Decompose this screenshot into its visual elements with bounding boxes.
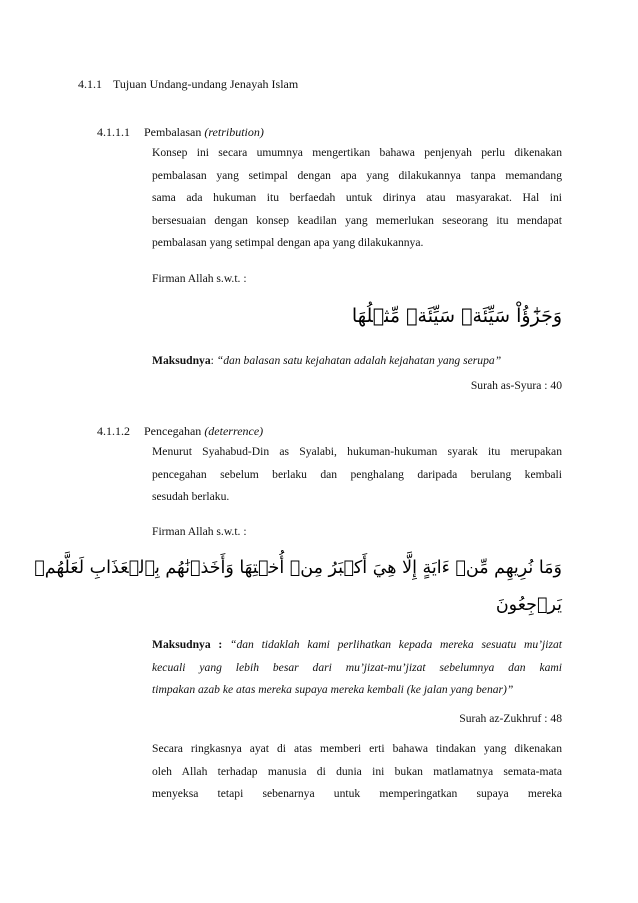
paragraph-line: oleh Allah terhadap manusia di dunia ini bukan matlamatnya semata-mata [152, 764, 562, 778]
subsection-number: 4.1.1.1 [97, 125, 130, 139]
firman-label: Firman Allah s.w.t. : [152, 525, 247, 538]
subsection-heading-retribution [97, 125, 264, 139]
maksud-line [152, 354, 501, 368]
arabic-verse: وَجَزَٰٓؤُاْ سَيِّئَةٖ سَيِّئَةٞ مِّثۡلُهَا [351, 305, 562, 327]
firman-label: Firman Allah s.w.t. : [152, 272, 247, 285]
arabic-verse-line: يَرۡجِعُونَ [495, 595, 562, 615]
summary-paragraph [152, 738, 562, 806]
paragraph-line: Menurut Syahabud-Din as Syalabi, hukuman-hukuman syarak itu merupakan [152, 445, 562, 458]
arabic-verse-line: وَمَا نُرِيهِم مِّنۡ ءَايَةٍ إِلَّا هِيَ أَكۡبَرُ مِنۡ أُخۡتِهَا وَأَخَذۡنَٰهُم بِٱلۡعَذَابِ لَعَلَّهُمۡ [34, 558, 562, 578]
paragraph-line: bersesuaian dengan konsep keadilan yang memerlukan seseorang itu mendapat [152, 213, 562, 227]
subsection-title: Pencegahan [144, 424, 202, 438]
maksud-block [152, 634, 562, 702]
maksud-line: kecuali yang lebih besar dari mu’jizat-mu’jizat sebelumnya dan kami [152, 660, 562, 674]
maksud-line [152, 634, 562, 657]
surah-reference: Surah az-Zukhruf : 48 [459, 712, 562, 725]
maksud-label: Maksudnya [152, 354, 211, 367]
paragraph-line: Konsep ini secara umumnya mengertikan bahawa penjenyah perlu dikenakan [152, 146, 562, 159]
maksud-colon: : [210, 354, 214, 367]
retribution-paragraph [152, 142, 562, 255]
paragraph-line: Secara ringkasnya ayat di atas memberi erti bahawa tindakan yang dikenakan [152, 742, 562, 755]
maksud-line: timpakan azab ke atas mereka supaya mereka kembali (ke jalan yang benar)” [152, 683, 514, 697]
maksud-text: “dan balasan satu kejahatan adalah kejahatan yang serupa” [216, 354, 502, 367]
section-title: Tujuan Undang-undang Jenayah Islam [113, 77, 299, 91]
paragraph-line: menyeksa tetapi sebenarnya untuk memperingatkan supaya mereka [152, 787, 562, 801]
paragraph-line: pembalasan yang setimpal dengan apa yang dilakukannya tanpa memandang [152, 168, 562, 182]
paragraph-line: sesudah berlaku. [152, 490, 230, 504]
subsection-heading-deterrence [97, 424, 263, 438]
subsection-term: (deterrence) [204, 424, 264, 438]
subsection-title: Pembalasan [144, 125, 202, 139]
subsection-number: 4.1.1.2 [97, 424, 130, 438]
subsection-term: (retribution) [204, 125, 264, 139]
surah-reference: Surah as-Syura : 40 [470, 379, 562, 392]
paragraph-line: sama ada hukuman itu berfaedah untuk dirinya atau masyarakat. Hal ini [152, 191, 562, 205]
maksud-text: “dan tidaklah kami perlihatkan kepada mereka sesuatu mu’jizat [230, 638, 562, 651]
section-heading [78, 77, 298, 91]
deterrence-paragraph [152, 441, 562, 509]
section-number: 4.1.1 [78, 77, 102, 91]
maksud-label: Maksudnya : [152, 638, 223, 651]
paragraph-line: pencegahan sebelum berlaku dan penghalang daripada berulang kembali [152, 467, 562, 481]
paragraph-line: pembalasan yang setimpal dengan apa yang dilakukannya. [152, 236, 424, 250]
